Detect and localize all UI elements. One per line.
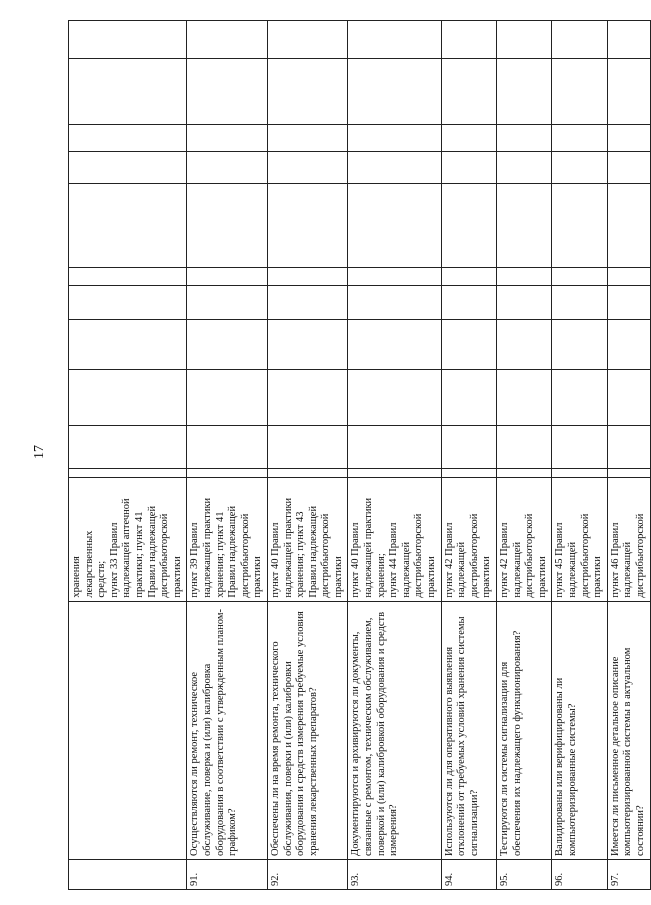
row-reference [552, 477, 607, 601]
empty-cell [187, 468, 268, 477]
reference-line: пункт 40 Правил [269, 522, 281, 598]
reference-line: пункт 40 Правил [350, 522, 362, 598]
empty-cell [552, 59, 607, 125]
empty-cell [348, 184, 441, 268]
empty-cell [267, 152, 348, 184]
empty-cell [267, 184, 348, 268]
reference-line: практики [252, 556, 264, 598]
row-number: 95. [497, 859, 552, 889]
rotated-table-container [68, 20, 646, 890]
row-number [69, 859, 187, 889]
empty-cell [69, 21, 187, 59]
row-number: 94. [441, 859, 496, 889]
empty-cell [497, 59, 552, 125]
reference-line: надлежащей [456, 541, 468, 598]
reference-line: дистрибьюторской [524, 513, 536, 598]
row-reference [187, 477, 268, 601]
reference-line: практики; пункт 41 [133, 511, 145, 598]
table-row [348, 21, 441, 890]
empty-cell [267, 426, 348, 468]
row-reference [69, 477, 187, 601]
row-question: Обеспечены ли на время ремонта, технического обслуживания, поверки и (или) калибровки оборудования и средств измерения требуемые условия хранения лекарственных препаратов? [267, 601, 348, 859]
empty-cell [607, 286, 650, 320]
empty-cell [348, 320, 441, 370]
empty-cell [497, 184, 552, 268]
reference-line: хранения; пункт 43 [295, 511, 307, 598]
empty-cell [187, 125, 268, 152]
row-number: 92. [267, 859, 348, 889]
empty-cell [497, 286, 552, 320]
reference-line: дистрибьюторской [634, 513, 646, 598]
reference-line: пункт 46 Правил [609, 522, 621, 598]
empty-cell [497, 370, 552, 426]
empty-cell [69, 184, 187, 268]
table-row [441, 21, 496, 890]
reference-line: практики [481, 556, 493, 598]
empty-cell [348, 268, 441, 286]
row-number: 96. [552, 859, 607, 889]
empty-cell [441, 268, 496, 286]
row-question: Документируются и архивируются ли документы, связанные с ремонтом, техническим обслуживанием, поверкой и (или) калибровкой оборудования и средств измерения? [348, 601, 441, 859]
table-row [552, 21, 607, 890]
reference-line: хранения [71, 556, 82, 598]
reference-line: дистрибьюторской [468, 513, 480, 598]
row-number: 91. [187, 859, 268, 889]
reference-line: дистрибьюторской [579, 513, 591, 598]
empty-cell [441, 125, 496, 152]
empty-cell [69, 59, 187, 125]
reference-line: хранения; [375, 553, 387, 598]
reference-line: надлежащей аптечной [121, 498, 133, 598]
table-row [497, 21, 552, 890]
empty-cell [187, 152, 268, 184]
row-question: Имеется ли письменное детальное описание компьютеризированной системы в актуальном состоянии? [607, 601, 650, 859]
empty-cell [552, 426, 607, 468]
empty-cell [441, 426, 496, 468]
empty-cell [348, 125, 441, 152]
reference-line: Правил надлежащей [227, 505, 239, 598]
empty-cell [267, 59, 348, 125]
empty-cell [69, 370, 187, 426]
page-number: 17 [32, 445, 47, 459]
reference-line: Правил надлежащей [146, 505, 158, 598]
empty-cell [441, 468, 496, 477]
empty-cell [267, 268, 348, 286]
row-reference [497, 477, 552, 601]
empty-cell [552, 268, 607, 286]
reference-line: надлежащей [566, 541, 578, 598]
empty-cell [607, 268, 650, 286]
reference-line: надлежащей практики [282, 497, 294, 598]
empty-cell [69, 125, 187, 152]
empty-cell [348, 59, 441, 125]
empty-cell [348, 21, 441, 59]
empty-cell [267, 21, 348, 59]
reference-line: хранения; пункт 41 [214, 511, 226, 598]
empty-cell [497, 152, 552, 184]
reference-line: практики [592, 556, 604, 598]
row-reference [348, 477, 441, 601]
empty-cell [607, 426, 650, 468]
empty-cell [497, 125, 552, 152]
row-number: 93. [348, 859, 441, 889]
empty-cell [348, 468, 441, 477]
empty-cell [497, 426, 552, 468]
empty-cell [607, 184, 650, 268]
empty-cell [267, 370, 348, 426]
empty-cell [69, 152, 187, 184]
empty-cell [267, 320, 348, 370]
empty-cell [552, 468, 607, 477]
row-reference [441, 477, 496, 601]
empty-cell [552, 286, 607, 320]
empty-cell [441, 152, 496, 184]
reference-line: лекарственных [83, 530, 95, 598]
empty-cell [607, 152, 650, 184]
empty-cell [552, 21, 607, 59]
empty-cell [69, 426, 187, 468]
empty-cell [552, 184, 607, 268]
empty-cell [348, 152, 441, 184]
reference-line: дистрибьюторской [239, 513, 251, 598]
row-reference [607, 477, 650, 601]
row-question [69, 601, 187, 859]
empty-cell [607, 125, 650, 152]
empty-cell [187, 59, 268, 125]
empty-cell [267, 125, 348, 152]
reference-line: дистрибьюторской [159, 513, 171, 598]
reference-line: пункт 39 Правил [189, 522, 201, 598]
empty-cell [69, 320, 187, 370]
empty-cell [187, 184, 268, 268]
empty-cell [607, 370, 650, 426]
empty-cell [187, 426, 268, 468]
empty-cell [552, 152, 607, 184]
reference-line: дистрибьюторской [320, 513, 332, 598]
empty-cell [267, 286, 348, 320]
empty-cell [497, 21, 552, 59]
row-question: Используются ли для оперативного выявления отклонений от требуемых условий хранения системы сигнализации? [441, 601, 496, 859]
row-question: Тестируются ли системы сигнализации для обеспечения их надлежащего функционирования? [497, 601, 552, 859]
empty-cell [69, 468, 187, 477]
row-question: Осуществляются ли ремонт, техническое обслуживание, поверка и (или) калибровка оборудования в соответствии с утвержденным планом-графиком? [187, 601, 268, 859]
empty-cell [441, 320, 496, 370]
reference-line: средств; [96, 560, 108, 598]
empty-cell [348, 286, 441, 320]
table-row [607, 21, 650, 890]
empty-cell [187, 268, 268, 286]
empty-cell [441, 286, 496, 320]
reference-line: практики [171, 556, 183, 598]
empty-cell [497, 320, 552, 370]
reference-line: пункт 45 Правил [554, 522, 566, 598]
reference-line: пункт 33 Правил [108, 522, 120, 598]
reference-line: пункт 42 Правил [499, 522, 510, 598]
reference-line: надлежащей практики [201, 497, 213, 598]
empty-cell [497, 268, 552, 286]
reference-line: Правил надлежащей [307, 505, 319, 598]
empty-cell [607, 320, 650, 370]
empty-cell [552, 320, 607, 370]
reference-line: практики [332, 556, 344, 598]
reference-line: надлежащей [511, 541, 523, 598]
empty-cell [187, 21, 268, 59]
reference-line: дистрибьюторской [413, 513, 425, 598]
reference-line: надлежащей [400, 541, 412, 598]
empty-cell [267, 468, 348, 477]
checklist-table [68, 20, 651, 890]
empty-cell [441, 21, 496, 59]
reference-line: пункт 44 Правил [388, 522, 400, 598]
empty-cell [187, 286, 268, 320]
table-row [267, 21, 348, 890]
reference-line: надлежащей [622, 541, 634, 598]
reference-line: практики [536, 556, 548, 598]
table-row [187, 21, 268, 890]
reference-line: практики [426, 556, 438, 598]
reference-line: пункт 42 Правил [443, 522, 455, 598]
empty-cell [69, 268, 187, 286]
empty-cell [348, 370, 441, 426]
empty-cell [441, 370, 496, 426]
table-row [69, 21, 187, 890]
empty-cell [607, 21, 650, 59]
empty-cell [607, 468, 650, 477]
reference-line: надлежащей практики [363, 497, 375, 598]
row-reference [267, 477, 348, 601]
empty-cell [552, 125, 607, 152]
empty-cell [348, 426, 441, 468]
empty-cell [187, 370, 268, 426]
empty-cell [497, 468, 552, 477]
empty-cell [441, 59, 496, 125]
empty-cell [552, 370, 607, 426]
empty-cell [607, 59, 650, 125]
row-number: 97. [607, 859, 650, 889]
empty-cell [187, 320, 268, 370]
row-question: Валидированы или верифицированы ли компьютеризированные системы? [552, 601, 607, 859]
empty-cell [69, 286, 187, 320]
empty-cell [441, 184, 496, 268]
